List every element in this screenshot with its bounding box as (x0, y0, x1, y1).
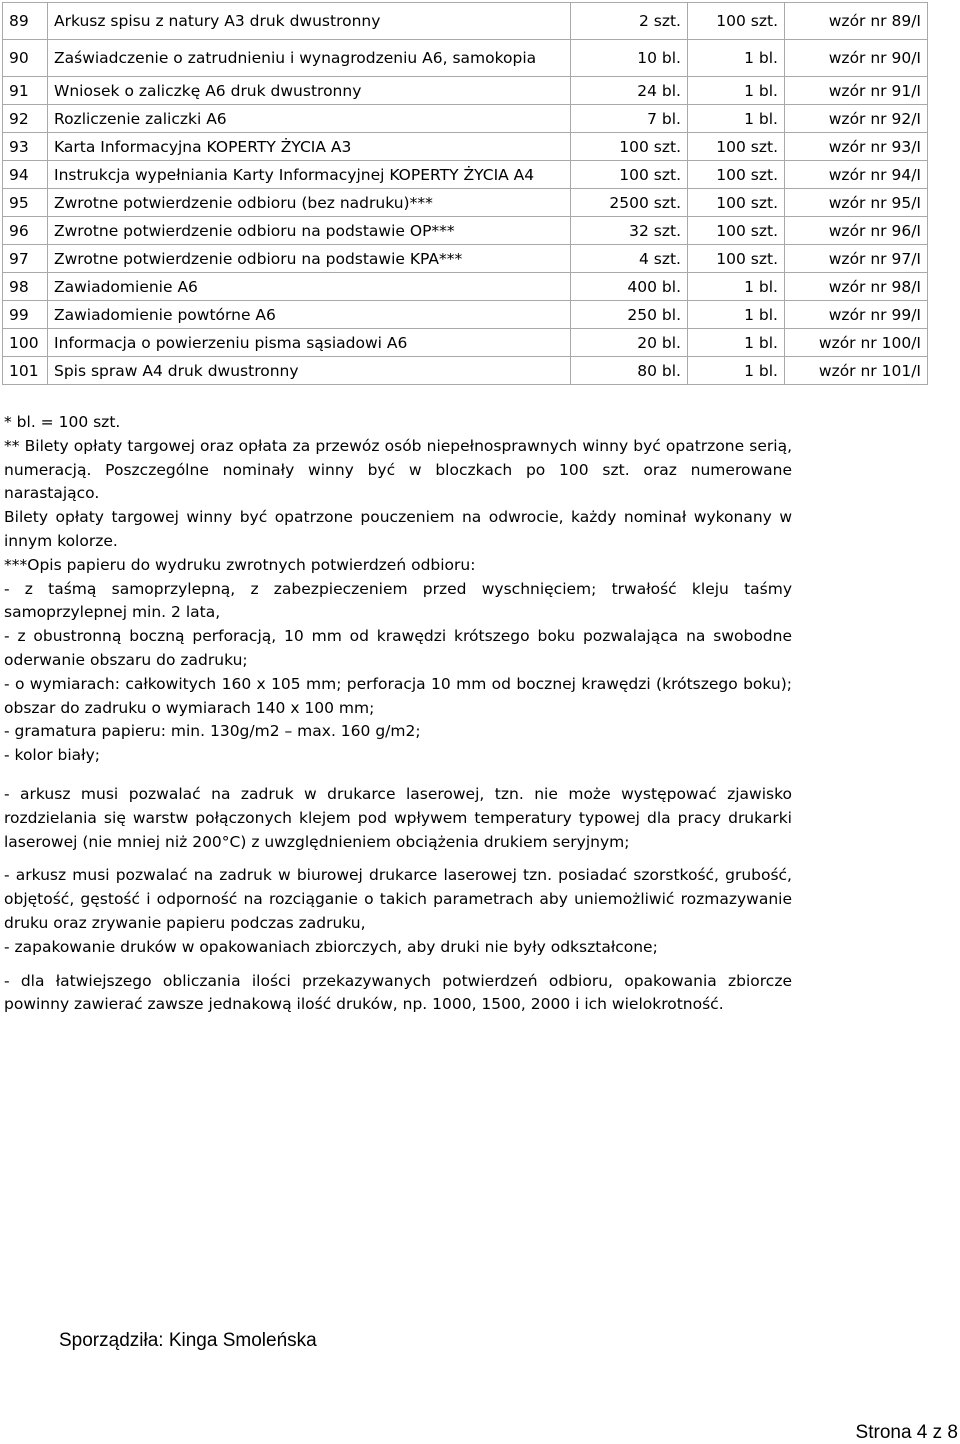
table-row (3, 133, 928, 161)
table-row (3, 77, 928, 105)
row-number-cell: 93 (3, 133, 48, 161)
form-name-cell: Informacja o powierzeniu pisma sąsiadowi A6 (48, 329, 571, 357)
row-number-cell: 97 (3, 245, 48, 273)
note-packaging: - zapakowanie druków w opakowaniach zbiorczych, aby druki nie były odkształcone; (4, 937, 658, 956)
table-row (3, 40, 928, 77)
quantity-cell: 80 bl. (571, 357, 688, 385)
unit-cell: 100 szt. (688, 245, 785, 273)
note-paper-heading: ***Opis papieru do wydruku zwrotnych potwierdzeń odbioru: (4, 555, 476, 574)
form-name-cell: Spis spraw A4 druk dwustronny (48, 357, 571, 385)
table-row (3, 301, 928, 329)
note-tickets-series: ** Bilety opłaty targowej oraz opłata za przewóz osób niepełnosprawnych winny być opatrzone serią, numeracją. Poszczególne nominały winny być w bloczkach po 100 szt. oraz numerowane narastająco. (4, 436, 792, 503)
quantity-cell: 250 bl. (571, 301, 688, 329)
form-name-cell: Arkusz spisu z natury A3 druk dwustronny (48, 3, 571, 40)
table-row (3, 189, 928, 217)
quantity-cell: 10 bl. (571, 40, 688, 77)
note-laser-printer: - arkusz musi pozwalać na zadruk w drukarce laserowej, tzn. nie może występować zjawisko rozdzielania się warstw połączonych klejem pod wpływem temperatury typowej dla pracy drukarki laserowej (nie mniej niż 200°C) z uwzględnieniem obciążenia drukiem seryjnym; (4, 784, 792, 851)
quantity-cell: 32 szt. (571, 217, 688, 245)
quantity-cell: 24 bl. (571, 77, 688, 105)
forms-table (2, 2, 928, 385)
form-name-cell: Zawiadomienie powtórne A6 (48, 301, 571, 329)
template-number-cell: wzór nr 93/I (785, 133, 928, 161)
quantity-cell: 2500 szt. (571, 189, 688, 217)
quantity-cell: 400 bl. (571, 273, 688, 301)
row-number-cell: 96 (3, 217, 48, 245)
page-number: Strona 4 z 8 (855, 1422, 958, 1443)
template-number-cell: wzór nr 95/I (785, 189, 928, 217)
row-number-cell: 92 (3, 105, 48, 133)
unit-cell: 100 szt. (688, 3, 785, 40)
quantity-cell: 20 bl. (571, 329, 688, 357)
template-number-cell: wzór nr 100/I (785, 329, 928, 357)
note-unit-definition: * bl. = 100 szt. (4, 413, 121, 431)
table-row (3, 273, 928, 301)
row-number-cell: 91 (3, 77, 48, 105)
template-number-cell: wzór nr 92/I (785, 105, 928, 133)
form-name-cell: Zwrotne potwierdzenie odbioru na podstawie OP*** (48, 217, 571, 245)
row-number-cell: 94 (3, 161, 48, 189)
template-number-cell: wzór nr 91/I (785, 77, 928, 105)
unit-cell: 1 bl. (688, 273, 785, 301)
table-row (3, 329, 928, 357)
row-number-cell: 98 (3, 273, 48, 301)
row-number-cell: 101 (3, 357, 48, 385)
form-name-cell: Instrukcja wypełniania Karty Informacyjnej KOPERTY ŻYCIA A4 (48, 161, 571, 189)
unit-cell: 1 bl. (688, 329, 785, 357)
template-number-cell: wzór nr 90/I (785, 40, 928, 77)
form-name-cell: Karta Informacyjna KOPERTY ŻYCIA A3 (48, 133, 571, 161)
quantity-cell: 7 bl. (571, 105, 688, 133)
quantity-cell: 100 szt. (571, 161, 688, 189)
table-row (3, 217, 928, 245)
form-name-cell: Rozliczenie zaliczki A6 (48, 105, 571, 133)
template-number-cell: wzór nr 89/I (785, 3, 928, 40)
template-number-cell: wzór nr 98/I (785, 273, 928, 301)
table-row (3, 105, 928, 133)
row-number-cell: 99 (3, 301, 48, 329)
form-name-cell: Zwrotne potwierdzenie odbioru na podstawie KPA*** (48, 245, 571, 273)
template-number-cell: wzór nr 101/I (785, 357, 928, 385)
template-number-cell: wzór nr 99/I (785, 301, 928, 329)
form-name-cell: Zawiadomienie A6 (48, 273, 571, 301)
note-paper-perforation: - z obustronną boczną perforacją, 10 mm od krawędzi krótszego boku pozwalająca na swobodne oderwanie obszaru do zadruku; (4, 627, 792, 669)
note-package-count: - dla łatwiejszego obliczania ilości przekazywanych potwierdzeń odbioru, opakowania zbiorcze powinny zawierać zawsze jednakową ilość druków, np. 1000, 1500, 2000 i ich wielokrotność. (4, 971, 792, 1014)
unit-cell: 1 bl. (688, 301, 785, 329)
table-row (3, 245, 928, 273)
quantity-cell: 2 szt. (571, 3, 688, 40)
author-signature: Sporządziła: Kinga Smoleńska (59, 1330, 317, 1351)
form-name-cell: Wniosek o zaliczkę A6 druk dwustronny (48, 77, 571, 105)
note-office-printer: - arkusz musi pozwalać na zadruk w biurowej drukarce laserowej tzn. posiadać szorstkość, grubość, objętość, gęstość i odporność na rozciąganie o takich parametrach aby uniemożliwić rozmazywanie druku oraz zrywanie papieru podczas zadruku, (4, 866, 792, 932)
row-number-cell: 100 (3, 329, 48, 357)
row-number-cell: 89 (3, 3, 48, 40)
row-number-cell: 90 (3, 40, 48, 77)
notes-section (4, 411, 792, 1017)
table-row (3, 3, 928, 40)
quantity-cell: 4 szt. (571, 245, 688, 273)
template-number-cell: wzór nr 94/I (785, 161, 928, 189)
forms-table-body (3, 3, 928, 385)
unit-cell: 100 szt. (688, 133, 785, 161)
unit-cell: 1 bl. (688, 40, 785, 77)
unit-cell: 100 szt. (688, 217, 785, 245)
table-row (3, 161, 928, 189)
unit-cell: 1 bl. (688, 105, 785, 133)
table-row (3, 357, 928, 385)
unit-cell: 1 bl. (688, 357, 785, 385)
unit-cell: 100 szt. (688, 189, 785, 217)
form-name-cell: Zaświadczenie o zatrudnieniu i wynagrodzeniu A6, samokopia (48, 40, 571, 77)
unit-cell: 100 szt. (688, 161, 785, 189)
note-paper-tape: - z taśmą samoprzylepną, z zabezpieczeniem przed wyschnięciem; trwałość kleju taśmy samoprzylepnej min. 2 lata, (4, 579, 792, 622)
note-paper-weight: - gramatura papieru: min. 130g/m2 – max. 160 g/m2; (4, 722, 421, 741)
unit-cell: 1 bl. (688, 77, 785, 105)
row-number-cell: 95 (3, 189, 48, 217)
note-paper-dimensions: - o wymiarach: całkowitych 160 x 105 mm; perforacja 10 mm od bocznej krawędzi (krótszego boku); obszar do zadruku o wymiarach 140 x 100 mm; (4, 674, 792, 717)
template-number-cell: wzór nr 96/I (785, 217, 928, 245)
note-paper-color: - kolor biały; (4, 746, 100, 765)
form-name-cell: Zwrotne potwierdzenie odbioru (bez nadruku)*** (48, 189, 571, 217)
quantity-cell: 100 szt. (571, 133, 688, 161)
template-number-cell: wzór nr 97/I (785, 245, 928, 273)
note-tickets-colors: Bilety opłaty targowej winny być opatrzone pouczeniem na odwrocie, każdy nominał wykonany w innym kolorze. (4, 508, 792, 550)
